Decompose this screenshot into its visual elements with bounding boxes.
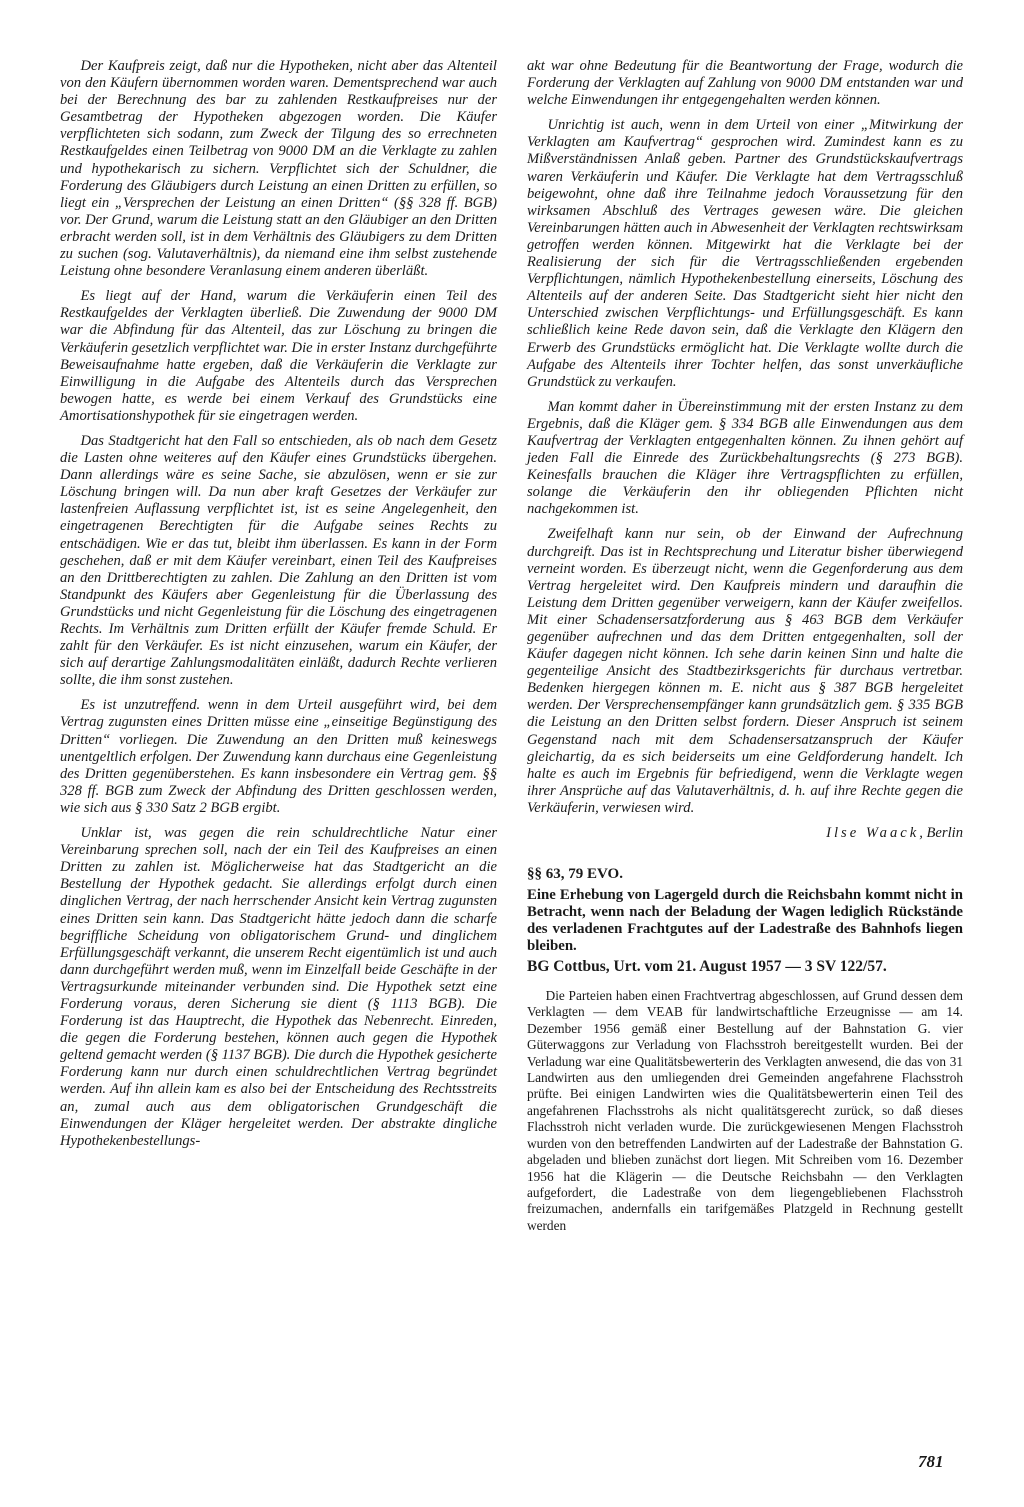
author-signature xyxy=(527,825,963,842)
paragraph: Das Stadtgericht hat den Fall so entschieden, als ob nach dem Gesetz die Lasten ohne weiteres auf den Käufer eines Grundstücks übergehen. Dann allerdings wäre es seine Sache, sie abzulösen, wenn er sie zur Löschung bringen will. Da nun aber kraft Gesetzes der Verkäufer zur lastenfreien Auflassung verpflichtet ist, ist es seine Angelegenheit, den eingetragenen Berechtigten für die Aufgabe seines Rechts zu entschädigen. Wie er das tut, bleibt ihm überlassen. Es kann in der Form geschehen, daß er mit dem Käufer vereinbart, einen Teil des Kaufpreises an den Drittberechtigten zu zahlen. Die Zahlung an den Dritten ist vom Standpunkt des Käufers aber Gegenleistung für die Überlassung des Grundstücks und nicht Gegenleistung für die Löschung des eingetragenen Rechts. Im Verhältnis zum Dritten erfüllt der Käufer fremde Schuld. Er zahlt für den Verkäufer. Es ist nicht einzusehen, warum ein Käufer, der sich auf derartige Zahlungsmodalitäten einläßt, dadurch Rechte verlieren sollte, die ihm sonst zustehen. xyxy=(60,432,497,689)
case-text: Die Parteien haben einen Frachtvertrag abgeschlossen, auf Grund dessen dem Verklagten — dem VEAB für landwirtschaftliche Erzeugnisse — am 14. Dezember 1956 gemäß einer Bestellung auf der Bahnstation G. vier Güterwaggons zur Verladung von Flachsstroh bereitgestellt wurden. Bei der Verladung war eine Qualitätsbewerterin des Verklagten anwesend, die das von 31 Landwirten aus den umliegenden drei Gemeinden angefahrene Flachsstroh prüfte. Bei einigen Landwirten wies die Qualitätsbewerterin einen Teil des angefahrenen Flachsstrohs als nicht qualitätsgerecht zurück, so daß dieses Flachsstroh nicht verladen wurde. Die zurückgewiesenen Mengen Flachsstroh wurden von den betreffenden Landwirten auf der Ladestraße der Bahnstation G. abgeladen und blieben zunächst dort liegen. Mit Schreiben vom 16. Dezember 1956 hat die Klägerin — die Deutsche Reichsbahn — den Verklagten aufgefordert, die Ladestraße von dem liegengebliebenen Flachsstroh freizumachen, andernfalls ein tarifgemäßes Platzgeld in Rechnung gestellt werden xyxy=(527,988,963,1233)
right-column xyxy=(527,58,963,1234)
author-name: Ilse Waack xyxy=(826,825,920,842)
author-place: , Berlin xyxy=(919,825,963,842)
paragraph: akt war ohne Bedeutung für die Beantwortung der Frage, wodurch die Forderung der Verklagten auf Zahlung von 9000 DM entstanden war und welche Einwendungen ihr entgegengehalten werden können. xyxy=(527,58,963,109)
paragraph: Es liegt auf der Hand, warum die Verkäuferin einen Teil des Restkaufgeldes der Verklagten überließ. Die Zuwendung der 9000 DM war die Abfindung für das Altenteil, das zur Löschung zu bringen die Verkäuferin gesetzlich verpflichtet war. Die in erster Instanz durchgeführte Beweisaufnahme hatte ergeben, daß die Verkäuferin die Verklagte zur Einwilligung in die Aufgabe des Altenteils durch das Versprechen bewogen hatte, es werde bei einem Verkauf des Grundstücks eine Amortisationshypothek für sie eingetragen werden. xyxy=(60,288,497,424)
paragraph: Es ist unzutreffend. wenn in dem Urteil ausgeführt wird, bei dem Vertrag zugunsten eines Dritten müsse eine „einseitige Begünstigung des Dritten“ vorliegen. Die Zuwendung an den Dritten muß keineswegs unentgeltlich erfolgen. Der Zuwendung kann durchaus eine Gegenleistung des Dritten gegenüberstehen. Es kann insbesondere ein Vertrag gem. §§ 328 ff. BGB zum Zweck der Abfindung des Dritten geschlossen werden, wie sich aus § 330 Satz 2 BGB ergibt. xyxy=(60,697,497,816)
court-citation: BG Cottbus, Urt. vom 21. August 1957 — 3 SV 122/57. xyxy=(527,958,887,976)
paragraph: Man kommt daher in Übereinstimmung mit der ersten Instanz zu dem Ergebnis, daß die Kläger gem. § 334 BGB alle Einwendungen aus dem Kaufvertrag der Verklagten entgegenhalten können. Zu ihnen gehört auf jeden Fall die Einrede des Zurückbehaltungsrechts (§ 273 BGB). Keinesfalls brauchen die Kläger ihre Vertragspflichten zu erfüllen, solange die Verkäuferin den ihr obliegenden Pflichten nicht nachgekommen ist. xyxy=(527,398,963,518)
law-reference: §§ 63, 79 EVO. xyxy=(527,866,623,883)
paragraph: Der Kaufpreis zeigt, daß nur die Hypotheken, nicht aber das Altenteil von den Käufern übernommen worden waren. Dementsprechend war auch bei der Berechnung des bar zu zahlenden Restkaufpreises nur der Gesamtbetrag der Hypotheken abgezogen worden. Die Käufer verpflichteten sich sodann, zum Zweck der Tilgung des so errechneten Restkaufgeldes einen Teilbetrag von 9000 DM an die Verklagte zu zahlen und hypothekarisch zu sichern. Verpflichtet sich der Schuldner, die Forderung des Gläubigers durch Leistung an einen Dritten zu erfüllen, so liegt ein „Versprechen der Leistung an einen Dritten“ (§§ 328 ff. BGB) vor. Der Grund, warum die Leistung statt an den Gläubiger an den Dritten erbracht werden soll, ist in dem Verhältnis des Gläubigers zu dem Dritten zu suchen (sog. Valutaverhältnis), da niemand eine ihm selbst zustehende Leistung ohne besondere Veranlasung einem anderen überläßt. xyxy=(60,58,497,280)
paragraph: Zweifelhaft kann nur sein, ob der Einwand der Aufrechnung durchgreift. Das ist in Rechtsprechung und Literatur bisher überwiegend verneint worden. Es überzeugt nicht, wenn die Gegenforderung aus dem Vertrag hergeleitet wird. Den Kaufpreis mindern und daraufhin die Leistung dem Dritten gegenüber verweigern, kann der Käufer zweifellos. Mit einer Schadensersatzforderung aus § 463 BGB dem Verkäufer gegenüber aufrechnen und das dem Dritten entgegenhalten, soll der Käufer dagegen nicht können. Ich sehe darin keinen Sinn und halte die gegenteilige Ansicht des Stadtbezirksgerichts für durchaus vertretbar. Bedenken hiergegen können m. E. nicht aus § 387 BGB hergeleitet werden. Der Versprechensempfänger kann grundsätzlich gem. § 335 BGB die Leistung an den Dritten selbst fordern. Dieser Anspruch ist seinem Gegenstand nach mit dem Schadensersatzanspruch der Käufer gleichartig, da es sich beiderseits um eine Geldforderung handelt. Ich halte es auch im Ergebnis für befriedigend, wenn die Verklagte wegen ihrer Ansprüche auf das Valutaverhältnis, d. h. auf ihre Rechte gegen die Verkäuferin, verwiesen wird. xyxy=(527,526,963,816)
page-number: 781 xyxy=(918,1452,944,1471)
paragraph: Unrichtig ist auch, wenn in dem Urteil von einer „Mitwirkung der Verklagten am Kaufvertrag“ gesprochen wird. Zumindest kann es zu Mißverständnissen Anlaß geben. Partner des Grundstückskaufvertrags waren Verkäuferin und Käufer. Die Verklagte hat dem Vertragsschluß beigewohnt, ohne daß ihre Teilnahme jedoch Voraussetzung für den wirksamen Abschluß des Vertrages gewesen wäre. Die gleichen Vereinbarungen hätten auch in Abwesenheit der Verklagten rechtswirksam getroffen werden können. Mitgewirkt hat die Verklagte bei der Realisierung der sich für die Vertragsschließenden ergebenden Verpflichtungen, nämlich Hypothekenbestellung einerseits, Löschung des Altenteils auf der anderen Seite. Das Stadtgericht sieht hier nicht den Unterschied zwischen Verpflichtungs- und Erfüllungsgeschäft. Es kann schließlich keine Rede davon sein, daß die Verklagte den Klägern den Erwerb des Grundstücks ermöglicht hat. Die Verklagte wollte durch die Aufgabe des Altenteils ihrer Tochter helfen, das sonst unverkäufliche Grundstück zu verkaufen. xyxy=(527,117,963,390)
left-column xyxy=(60,58,497,1158)
paragraph: Unklar ist, was gegen die rein schuldrechtliche Natur einer Vereinbarung sprechen soll, nach der ein Teil des Kaufpreises an einen Dritten zu zahlen ist. Möglicherweise hat das Stadtgericht an die Bestellung der Hypothek gedacht. Sie allerdings erfolgt durch einen dinglichen Vertrag, der nach herrschender Ansicht kein Vertrag zugunsten eines Dritten sein kann. Das Stadtgericht hätte jedoch dann die scharfe begriffliche Scheidung von obligatorischem Grund- und dinglichem Erfüllungsgeschäft verkannt, die unserem Recht eigentümlich ist und auch dann durchgeführt werden muß, wenn im Einzelfall beide Geschäfte in der Vertragsurkunde miteinander verbunden sind. Die Hypothek setzt eine Forderung voraus, deren Sicherung sie dient (§ 1113 BGB). Die Forderung ist das Hauptrecht, die Hypothek das Nebenrecht. Einreden, die gegen die Forderung bestehen, können auch gegen die Hypothek geltend gemacht werden (§ 1137 BGB). Die durch die Hypothek gesicherte Forderung kann nur durch einen schuldrechtlichen Vertrag begründet werden. Auf ihn allein kam es also bei der Entscheidung des Rechtsstreits an, zumal auch aus dem obligatorischen Grundgeschäft die Einwendungen der Kläger hergeleitet werden. Der abstrakte dingliche Hypothekenbestellungs- xyxy=(60,825,497,1149)
headnote: Eine Erhebung von Lagergeld durch die Reichsbahn kommt nicht in Betracht, wenn nach der Beladung der Wagen lediglich Rückstände des verladenen Frachtgutes auf der Ladestraße des Bahnhofs liegen bleiben. xyxy=(527,887,963,955)
